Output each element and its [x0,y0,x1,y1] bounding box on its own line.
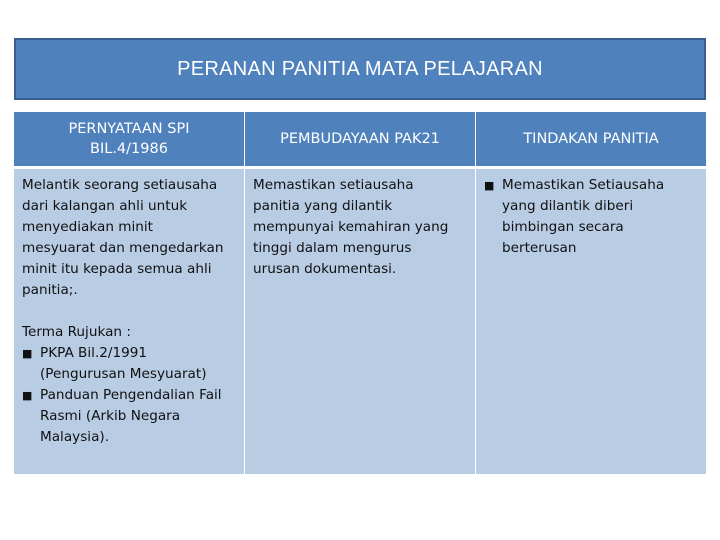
text-line: Panduan Pengendalian Fail [40,387,222,403]
column-tindakan [476,112,706,474]
header-tindakan: TINDAKAN PANITIA [476,112,706,166]
column-spi [14,112,244,474]
cell-tindakan [476,169,706,474]
text-line: minit itu kepada semua ahli [22,261,212,277]
text-line: (Pengurusan Mesyuarat) [40,366,207,382]
cell-pak21 [245,169,475,474]
text-line: panitia;. [22,282,78,298]
reference-list [22,343,236,448]
cell-spi [14,169,244,474]
column-pak21 [245,112,475,474]
text-line: Malaysia). [40,429,110,445]
list-item [484,175,698,259]
text-line: menyediakan minit [22,219,154,235]
bullet-icon: ■ [484,179,495,192]
bullet-icon: ■ [22,347,33,360]
text-line: PKPA Bil.2/1991 [40,345,148,361]
text-line: panitia yang dilantik [253,198,393,214]
header-spi-line1: PERNYATAAN SPI [68,121,190,137]
text-line: urusan dokumentasi. [253,261,397,277]
slide-title: PERANAN PANITIA MATA PELAJARAN [14,38,706,100]
text-line: Memastikan setiausaha [253,177,414,193]
text-line: bimbingan secara [502,219,624,235]
text-line: mempunyai kemahiran yang [253,219,449,235]
bullet-icon: ■ [22,389,33,402]
text-line: dari kalangan ahli untuk [22,198,188,214]
text-line: mesyuarat dan mengedarkan [22,240,224,256]
text-line: berterusan [502,240,577,256]
text-line: yang dilantik diberi [502,198,634,214]
header-pak21: PEMBUDAYAAN PAK21 [245,112,475,166]
action-list [484,175,698,259]
text-line: Memastikan Setiausaha [502,177,665,193]
roles-table [14,112,706,474]
text-line: Rasmi (Arkib Negara [40,408,181,424]
text-line: Melantik seorang setiausaha [22,177,218,193]
header-spi [14,112,244,166]
spi-paragraph [22,175,236,301]
list-item [22,385,236,448]
header-spi-line2: BIL.4/1986 [90,141,168,157]
list-item [22,343,236,385]
text-line: tinggi dalam mengurus [253,240,412,256]
reference-label: Terma Rujukan : [22,324,131,340]
